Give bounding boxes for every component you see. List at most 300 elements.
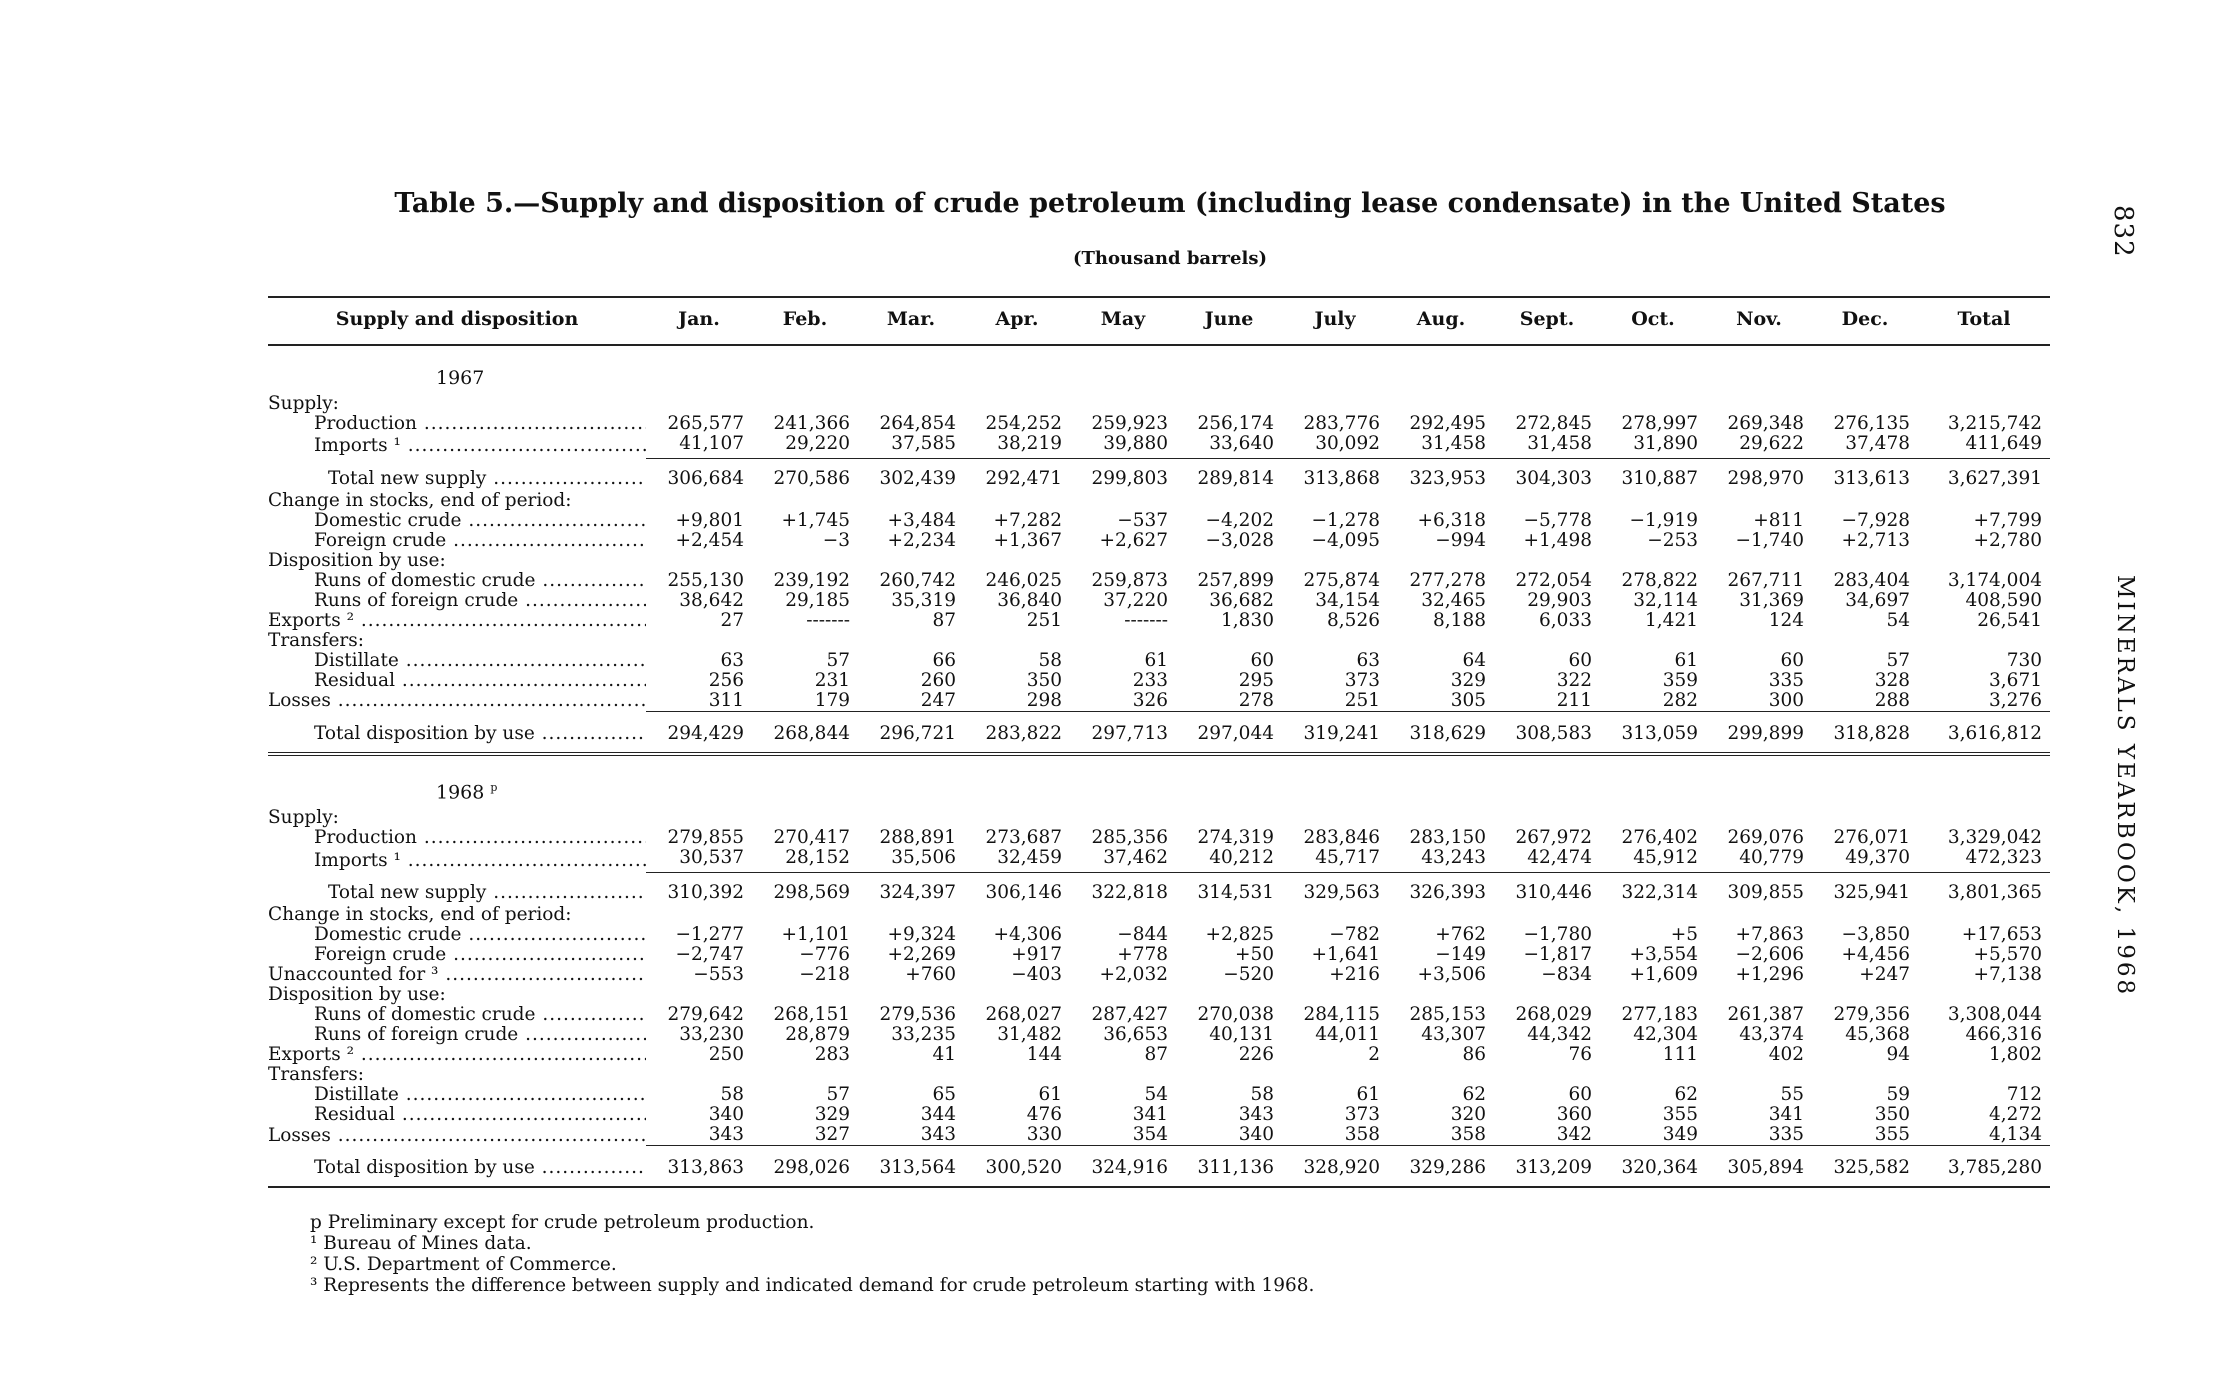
table-cell: +2,234 [887,530,956,551]
table-cell: 299,899 [1706,712,1812,755]
table-cell: 1,802 [1989,1044,2042,1066]
table-cell: 279,536 [879,1004,956,1026]
table-cell: 61 [1674,650,1698,671]
table-cell: +1,641 [1311,944,1380,966]
table-cell: 270,417 [773,827,850,849]
table-cell: 267,972 [1515,827,1592,849]
row-label [268,671,646,691]
table-cell: 260,742 [879,570,956,591]
table-cell: 343 [920,1124,956,1146]
table-cell: −1,817 [1523,944,1592,966]
table-cell: 283,404 [1833,570,1910,591]
table-cell: 63 [1356,650,1380,671]
table-cell: 319,241 [1282,712,1388,755]
table-cell: 31,458 [1494,434,1600,459]
table-row [268,434,2050,459]
table-cell: 326,393 [1409,882,1486,904]
table-row [268,925,2050,945]
row-label [268,531,646,551]
row-label [268,925,646,945]
table-cell: +1,296 [1735,964,1804,986]
table-row [268,1005,2050,1025]
table-cell: 325,941 [1833,882,1910,904]
row-label [268,985,2050,1005]
table-row [268,671,2050,691]
table-cell: 226 [1238,1044,1274,1066]
leader-dots [399,1085,646,1105]
leader-dots [331,1125,646,1145]
table-cell: 309,855 [1727,882,1804,904]
table-cell: 311,136 [1176,1146,1282,1188]
table-subtitle: (Thousand barrels) [1073,248,1267,269]
table-cell: 60 [1250,650,1274,671]
table-cell: +9,324 [887,924,956,946]
table-cell: 297,713 [1070,712,1176,755]
table-cell: 300,520 [964,1146,1070,1188]
table-cell: 268,844 [752,712,858,755]
table-cell: 261,387 [1727,1004,1804,1026]
table-cell: 64 [1462,650,1486,671]
table-cell: 269,076 [1727,827,1804,849]
row-label [268,945,646,965]
table-cell: −5,778 [1523,510,1592,531]
table-cell: 329 [1450,670,1486,691]
table-cell: 66 [932,650,956,671]
row-label-text: Runs of domestic crude [314,571,536,591]
column-header: Mar. [858,297,964,345]
table-cell: 277,183 [1621,1004,1698,1026]
table-cell: 37,478 [1812,434,1918,459]
table-cell: 276,402 [1621,827,1698,849]
table-cell: −1,277 [675,924,744,946]
table-cell: 285,356 [1091,827,1168,849]
table-cell: +7,282 [993,510,1062,531]
table-cell: −3,028 [1205,530,1274,551]
table-cell: +4,306 [993,924,1062,946]
table-cell: 283,822 [964,712,1070,755]
table-cell: 308,583 [1494,712,1600,755]
year-text: 1968 [436,781,485,804]
table-cell: −3 [822,530,850,551]
row-label-text: Disposition by use: [268,985,446,1006]
table-cell: 466,316 [1965,1024,2042,1046]
column-header: Feb. [752,297,858,345]
table-cell: −2,606 [1735,944,1804,966]
table-cell: 111 [1662,1044,1698,1066]
table-cell: 60 [1568,650,1592,671]
table-cell: 3,215,742 [1947,413,2042,434]
table-cell: 246,025 [985,570,1062,591]
table-cell: −4,202 [1205,510,1274,531]
table-cell: 45,368 [1845,1024,1910,1046]
row-label [268,965,646,985]
table-cell: ------- [806,610,850,631]
table-row [268,611,2050,631]
table-cell: 294,429 [646,712,752,755]
table-cell: 272,845 [1515,413,1592,434]
table-cell: 275,874 [1303,570,1380,591]
supply-disposition-table [268,296,2050,1188]
table-cell: 29,220 [752,434,858,459]
table-cell: 33,235 [891,1024,956,1046]
table-cell: +4,456 [1841,944,1910,966]
table-cell: 61 [1356,1084,1380,1106]
table-cell: 268,029 [1515,1004,1592,1026]
table-cell: 314,531 [1197,882,1274,904]
table-cell: 57 [1886,650,1910,671]
table-cell: 28,879 [785,1024,850,1046]
column-header: June [1176,297,1282,345]
row-label [268,394,2050,414]
leader-dots [461,925,646,945]
row-label [268,1065,2050,1085]
table-cell: 313,613 [1833,468,1910,489]
row-label-text: Foreign crude [314,945,447,966]
leader-dots [446,945,646,965]
column-header: Apr. [964,297,1070,345]
table-cell: 313,868 [1303,468,1380,489]
row-label [268,434,646,459]
table-cell: 247 [920,690,956,711]
leader-dots [518,1025,646,1045]
table-cell: 326 [1132,690,1168,711]
table-cell: 251 [1026,610,1062,631]
table-cell: +2,780 [1973,530,2042,551]
table-cell: 3,616,812 [1918,712,2050,755]
leader-dots [401,435,646,456]
table-cell: 358 [1450,1124,1486,1146]
table-cell: 274,319 [1197,827,1274,849]
table-cell: 327 [814,1124,850,1146]
column-header: Sept. [1494,297,1600,345]
table-cell: 328 [1874,670,1910,691]
row-label-text: Disposition by use: [268,551,446,571]
row-label [268,1085,646,1105]
column-header: Dec. [1812,297,1918,345]
row-label [268,551,2050,571]
table-cell: 42,474 [1494,848,1600,873]
row-label-text: Foreign crude [314,531,447,551]
table-cell: +762 [1435,924,1486,946]
table-cell: 259,923 [1091,413,1168,434]
leader-dots [354,1045,646,1065]
table-cell: 360 [1556,1104,1592,1126]
table-cell: −776 [799,944,850,966]
table-row [268,828,2050,848]
table-cell: +2,713 [1841,530,1910,551]
footnote-1: ¹ Bureau of Mines data. [310,1233,532,1254]
table-cell: 45,717 [1282,848,1388,873]
table-cell: 313,863 [646,1146,752,1188]
table-cell: 298 [1026,690,1062,711]
table-cell: 57 [826,1084,850,1106]
table-row [268,1125,2050,1146]
table-cell: ------- [1124,610,1168,631]
table-cell: 55 [1780,1084,1804,1106]
table-cell: 36,840 [997,590,1062,611]
table-row [268,531,2050,551]
table-cell: 323,953 [1409,468,1486,489]
table-cell: +1,609 [1629,964,1698,986]
leader-dots [331,691,646,711]
table-cell: −2,747 [675,944,744,966]
table-cell: +2,269 [887,944,956,966]
table-cell: +7,863 [1735,924,1804,946]
table-cell: 60 [1568,1084,1592,1106]
row-label-text: Unaccounted for ³ [268,965,439,986]
column-header: Aug. [1388,297,1494,345]
table-cell: 287,427 [1091,1004,1168,1026]
table-cell: 28,152 [752,848,858,873]
table-cell: +6,318 [1417,510,1486,531]
table-cell: 27 [720,610,744,631]
row-label [268,571,646,591]
table-cell: 343 [1238,1104,1274,1126]
table-cell: 306,684 [667,468,744,489]
table-cell: −834 [1541,964,1592,986]
table-cell: 63 [720,650,744,671]
table-cell: +2,032 [1099,964,1168,986]
row-label-text: Total disposition by use [314,722,535,744]
table-cell: 359 [1662,670,1698,691]
leader-dots [446,531,646,551]
table-cell: 373 [1344,1104,1380,1126]
table-cell: 288 [1874,690,1910,711]
table-row [268,591,2050,611]
table-cell: 411,649 [1918,434,2050,459]
table-cell: 285,153 [1409,1004,1486,1026]
table-row [268,1105,2050,1125]
table-cell: 32,465 [1421,590,1486,611]
table-cell: 342 [1556,1124,1592,1146]
table-cell: 37,220 [1103,590,1168,611]
leader-dots [395,1105,646,1125]
row-label-text: Distillate [314,651,399,671]
table-row [268,414,2050,434]
table-cell: −553 [693,964,744,986]
data-table-container [268,296,2050,1188]
row-label-text: Runs of foreign crude [314,1025,519,1046]
table-cell: 54 [1886,610,1910,631]
table-cell: 62 [1462,1084,1486,1106]
table-cell: 305 [1450,690,1486,711]
row-label-text: Total new supply [328,467,487,489]
table-cell: 267,711 [1727,570,1804,591]
table-cell: 402 [1768,1044,1804,1066]
row-label [268,691,646,712]
row-label-text: Change in stocks, end of period: [268,491,572,511]
column-header: Supply and disposition [268,297,646,345]
row-label-text: Runs of domestic crude [314,1005,536,1026]
table-cell: 3,801,365 [1947,882,2042,904]
table-cell: 3,671 [1989,670,2042,691]
table-row [268,808,2050,828]
table-cell: 31,482 [997,1024,1062,1046]
table-cell: 472,323 [1918,848,2050,873]
table-cell: 289,814 [1197,468,1274,489]
column-header: Total [1918,297,2050,345]
table-cell: 322,818 [1091,882,1168,904]
table-cell: 730 [2006,650,2042,671]
table-cell: −3,850 [1841,924,1910,946]
table-cell: 310,392 [667,882,744,904]
table-cell: 277,278 [1409,570,1486,591]
table-row [268,965,2050,985]
table-cell: 32,114 [1633,590,1698,611]
table-cell: 305,894 [1706,1146,1812,1188]
table-cell: 33,640 [1176,434,1282,459]
table-cell: 313,059 [1600,712,1706,755]
leader-dots [518,591,646,611]
table-cell: 31,890 [1600,434,1706,459]
table-cell: 276,135 [1833,413,1910,434]
table-cell: 256,174 [1197,413,1274,434]
table-row [268,459,2050,492]
table-cell: +3,554 [1629,944,1698,966]
table-cell: +917 [1011,944,1062,966]
year-row-1967 [268,345,2050,394]
table-cell: 276,071 [1833,827,1910,849]
leader-dots [395,671,646,691]
table-cell: 94 [1886,1044,1910,1066]
row-label-text: Residual [314,1105,395,1126]
table-cell: 3,627,391 [1947,468,2042,489]
table-cell: 255,130 [667,570,744,591]
table-cell: 268,151 [773,1004,850,1026]
table-cell: 329,286 [1388,1146,1494,1188]
table-cell: +760 [905,964,956,986]
table-cell: 29,185 [785,590,850,611]
table-cell: 239,192 [773,570,850,591]
row-label-text: Supply: [268,394,339,414]
table-cell: 3,174,004 [1947,570,2042,591]
table-cell: 335 [1768,670,1804,691]
table-cell: 30,537 [646,848,752,873]
row-label [268,905,2050,925]
table-cell: 298,026 [752,1146,858,1188]
table-cell: +2,627 [1099,530,1168,551]
table-cell: 354 [1132,1124,1168,1146]
table-cell: 284,115 [1303,1004,1380,1026]
table-cell: 329 [814,1104,850,1126]
row-label-text: Distillate [314,1085,399,1106]
table-row [268,394,2050,414]
leader-dots [486,882,646,903]
table-cell: 270,038 [1197,1004,1274,1026]
row-label [268,491,2050,511]
table-cell: 324,916 [1070,1146,1176,1188]
page-number: 832 [2108,205,2138,258]
table-cell: 259,873 [1091,570,1168,591]
footnote-preliminary: p Preliminary except for crude petroleum production. [310,1212,815,1233]
table-cell: +7,799 [1973,510,2042,531]
table-cell: +1,101 [781,924,850,946]
table-cell: 295 [1238,670,1274,691]
table-cell: 1,830 [1221,610,1274,631]
table-cell: 8,188 [1433,610,1486,631]
table-cell: 344 [920,1104,956,1126]
table-cell: 38,219 [964,434,1070,459]
table-cell: −1,278 [1311,510,1380,531]
table-cell: 313,209 [1494,1146,1600,1188]
footnote-2: ² U.S. Department of Commerce. [310,1254,617,1275]
table-cell: 350 [1874,1104,1910,1126]
table-cell: 324,397 [879,882,956,904]
row-label [268,1045,646,1065]
table-cell: 341 [1768,1104,1804,1126]
table-cell: 310,887 [1621,468,1698,489]
row-label [268,873,646,906]
table-cell: 257,899 [1197,570,1274,591]
table-row [268,945,2050,965]
table-cell: 256 [708,670,744,691]
table-cell: +1,498 [1523,530,1592,551]
table-cell: 34,697 [1845,590,1910,611]
leader-dots [535,571,646,591]
table-cell: 320 [1450,1104,1486,1126]
table-cell: 279,855 [667,827,744,849]
table-cell: 233 [1132,670,1168,691]
table-cell: 297,044 [1176,712,1282,755]
row-label-text: Imports ¹ [314,849,401,871]
preliminary-mark: p [490,781,498,794]
table-cell: 254,252 [985,413,1062,434]
table-cell: 476 [1026,1104,1062,1126]
table-cell: −1,919 [1629,510,1698,531]
table-cell: 279,356 [1833,1004,1910,1026]
table-cell: 273,687 [985,827,1062,849]
table-cell: −7,928 [1841,510,1910,531]
table-cell: 40,212 [1176,848,1282,873]
table-cell: −1,780 [1523,924,1592,946]
row-label-text: Losses [268,691,331,712]
table-cell: 86 [1462,1044,1486,1066]
table-cell: 36,682 [1209,590,1274,611]
table-row [268,511,2050,531]
table-cell: 330 [1026,1124,1062,1146]
table-cell: 43,307 [1421,1024,1486,1046]
table-cell: 36,653 [1103,1024,1168,1046]
table-cell: 179 [814,690,850,711]
table-cell: 87 [1144,1044,1168,1066]
column-header: Nov. [1706,297,1812,345]
table-cell: 61 [1038,1084,1062,1106]
table-row [268,1065,2050,1085]
table-cell: 306,146 [985,882,1062,904]
table-cell: 260 [920,670,956,691]
table-cell: 33,230 [679,1024,744,1046]
table-cell: −149 [1435,944,1486,966]
table-row [268,491,2050,511]
table-cell: 41,107 [646,434,752,459]
table-cell: 250 [708,1044,744,1066]
table-cell: 278 [1238,690,1274,711]
table-cell: 58 [1250,1084,1274,1106]
table-cell: 35,319 [891,590,956,611]
leader-dots [535,1157,646,1178]
table-cell: 6,033 [1539,610,1592,631]
table-cell: 373 [1344,670,1380,691]
row-label [268,1105,646,1125]
table-row [268,873,2050,906]
row-label-text: Production [314,828,417,849]
table-cell: 279,642 [667,1004,744,1026]
table-cell: 355 [1874,1124,1910,1146]
table-cell: 61 [1144,650,1168,671]
table-cell: 60 [1780,650,1804,671]
table-cell: 304,303 [1515,468,1592,489]
year-label-1968 [268,754,2050,808]
